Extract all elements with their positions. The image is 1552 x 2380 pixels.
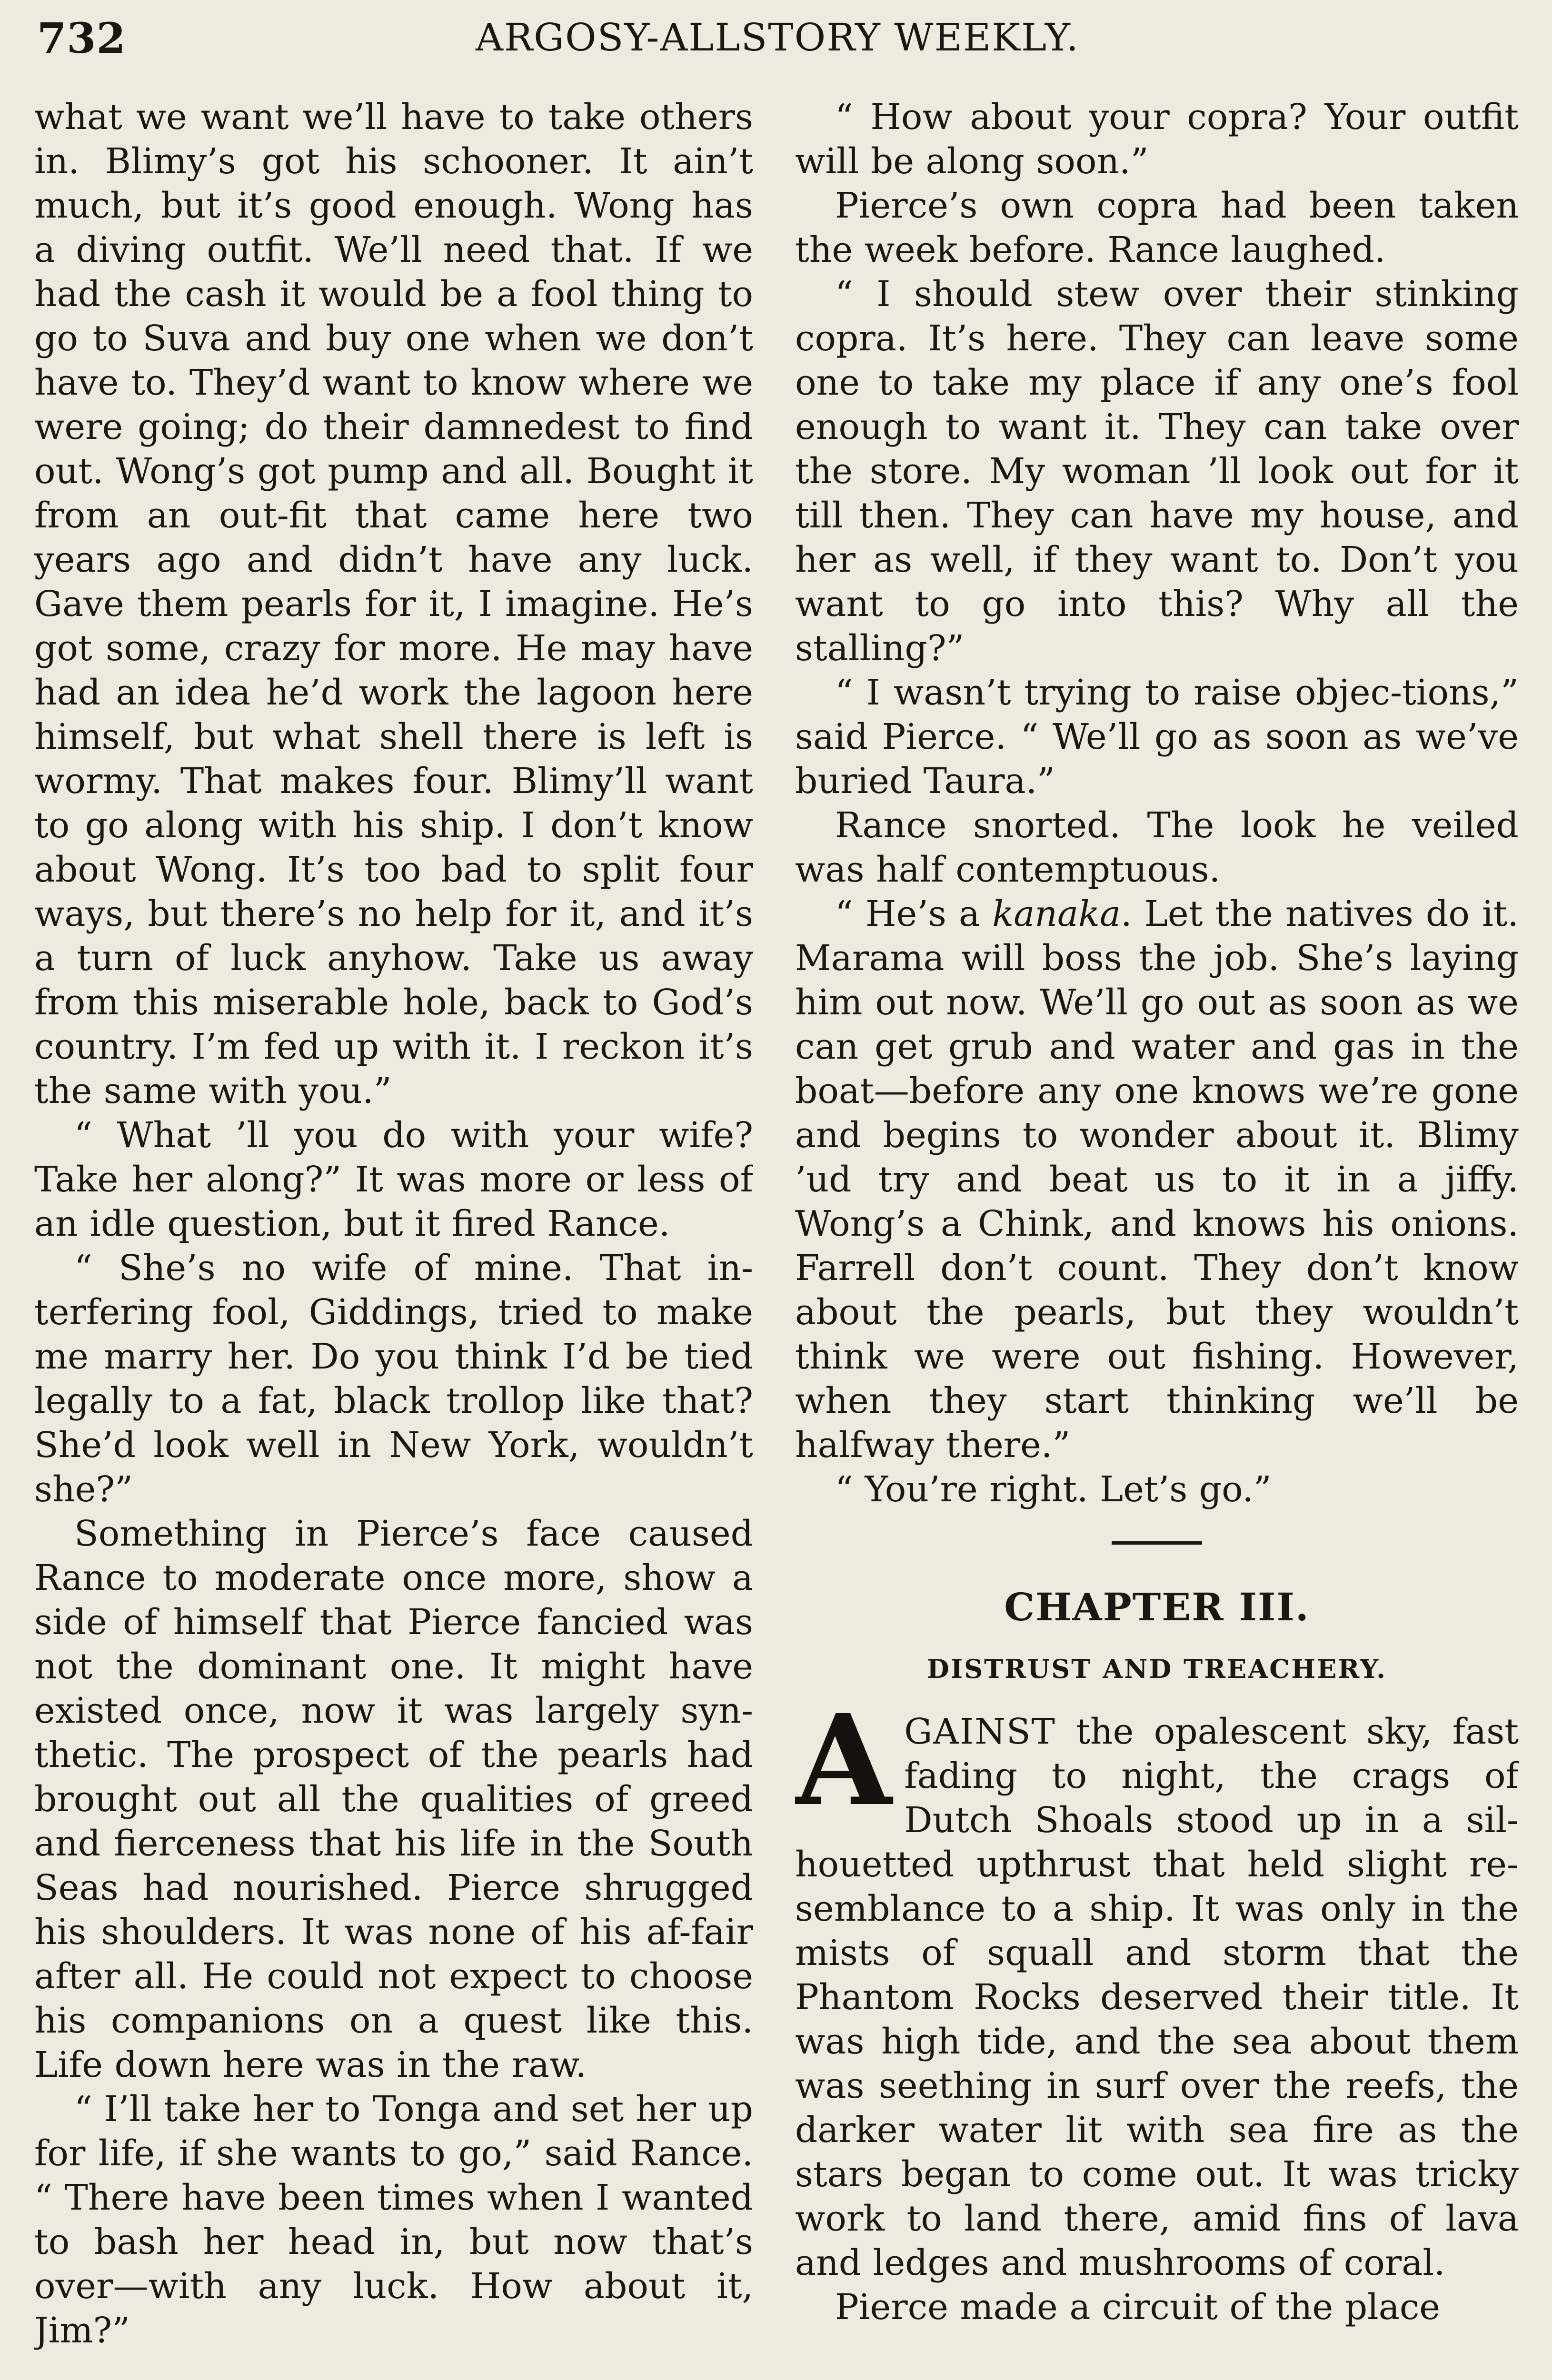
paragraph: “ How about your copra? Your outfit will be along soon.” [795, 97, 1519, 182]
paragraph: “ I should stew over their stinking copra. It’s here. They can leave some one to take my place if any one’s fool enough to want it. They can take over the store. My woman ’ll look out for it till then. They can have my house, and her as well, if they want to. Don’t you want to go into this? Why all the stalling?” [795, 274, 1519, 669]
paragraph: Something in Pierce’s face caused Rance to moderate once more, show a side of himself that Pierce fancied was not the dominant one. It might have existed once, now it was largely syn-thetic. The prospect of the pearls had brought out all the qualities of greed and fierceness that his life in the South Seas had nourished. Pierce shrugged his shoulders. It was none of his af-fair after all. He could not expect to choose his companions on a quest like this. Life down here was in the raw. [34, 1513, 753, 2085]
paragraph: what we want we’ll have to take others in. Blimy’s got his schooner. It ain’t much, but it’s good enough. Wong has a diving outfit. We’ll need that. If we had the cash it would be a fool thing to go to Suva and buy one when we don’t have to. They’d want to know where we were going; do their damnedest to find out. Wong’s got pump and all. Bought it from an out-fit that came here two years ago and didn’t have any luck. Gave them pearls for it, I imagine. He’s got some, crazy for more. He may have had an idea he’d work the lagoon here himself, but what shell there is left is wormy. That makes four. Blimy’ll want to go along with his ship. I don’t know about Wong. It’s too bad to split four ways, but there’s no help for it, and it’s a turn of luck anyhow. Take us away from this miserable hole, back to God’s country. I’m fed up with it. I reckon it’s the same with you.” [34, 97, 753, 1111]
paragraph: “ You’re right. Let’s go.” [835, 1469, 1272, 1510]
page-header [37, 9, 1518, 89]
paragraph: Pierce’s own copra had been taken the week before. Rance laughed. [795, 185, 1519, 270]
drop-cap: A [795, 1687, 892, 1834]
page-number: 732 [37, 13, 126, 63]
left-column [34, 95, 753, 2380]
text-run: “ He’s a [835, 893, 993, 934]
paragraph: Rance snorted. The look he veiled was half contemptuous. [795, 805, 1519, 890]
text-run: the opalescent sky, fast fading to night, the crags of Dutch Shoals stood up in a sil-houetted upthrust that held slight re-semblance to a ship. It was only in the mists of squall and storm that the Phantom Rocks deserved their title. It was high tide, and the sea about them was seething in surf over the reefs, the darker water lit with sea fire as the stars began to come out. It was tricky work to land there, amid fins of lava and ledges and mushrooms of coral. [795, 1711, 1519, 2283]
italic-word: kanaka [992, 893, 1121, 934]
paragraph-kanaka [795, 892, 1519, 1468]
lead-in-caps: GAINST [904, 1711, 1056, 1752]
paragraph: “ She’s no wife of mine. That in-terfering fool, Giddings, tried to make me marry her. Do you think I’d be tied legally to a fat, black trollop like that? She’d look well in New York, wouldn’t she?” [34, 1248, 753, 1510]
section-divider [795, 1512, 1519, 1578]
right-column [795, 95, 1519, 2380]
text-run: . Let the natives do it. Marama will boss the job. She’s laying him out now. We’ll go out as soon as we can get grub and water and gas in the boat—before any one knows we’re gone and begins to wonder about it. Blimy ’ud try and beat us to it in a jiffy. Wong’s a Chink, and knows his onions. Farrell don’t count. They don’t know about the pearls, but they wouldn’t think we were out fishing. However, when they start thinking we’ll be halfway there.” [795, 893, 1519, 1466]
chapter-subtitle: DISTRUST AND TREACHERY. [927, 1654, 1387, 1684]
paragraph: “ What ’ll you do with your wife? Take her along?” It was more or less of an idle question, but it fired Rance. [34, 1115, 753, 1244]
running-title: ARGOSY-ALLSTORY WEEKLY. [476, 15, 1079, 60]
chapter-title: CHAPTER III. [1004, 1585, 1310, 1629]
divider-rule [1112, 1541, 1202, 1545]
paragraph: Pierce made a circuit of the place [835, 2287, 1441, 2328]
paragraph: “ I wasn’t trying to raise objec-tions,” said Pierce. “ We’ll go as soon as we’ve buried Taura.” [795, 672, 1519, 802]
paragraph: “ I’ll take her to Tonga and set her up for life, if she wants to go,” said Rance. “ There have been times when I wanted to bash her head in, but now that’s over—with any luck. How about it, Jim?” [34, 2089, 753, 2351]
chapter-opening-paragraph [795, 1687, 1519, 2285]
